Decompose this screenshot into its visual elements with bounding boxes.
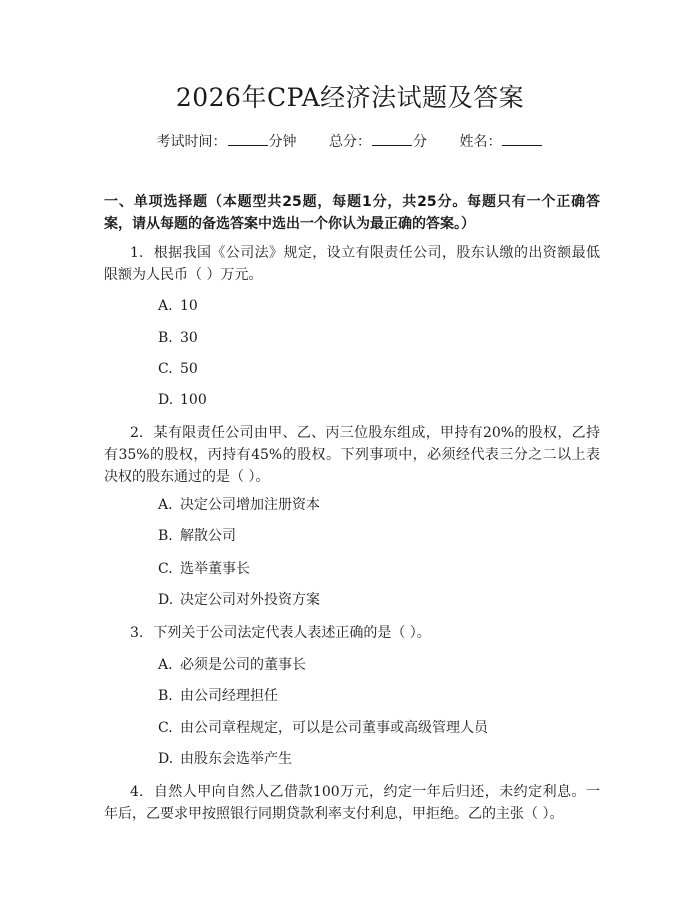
question-2-option-b (158, 526, 236, 546)
question-3-option-d (158, 749, 292, 769)
question-text: 某有限责任公司由甲、乙、丙三位股东组成，甲持有20%的股权，乙持有35%的股权，丙持有45%的股权。下列事项中，必须经代表三分之二以上表决权的股东通过的是（ ）。 (104, 425, 600, 485)
option-letter: A. (158, 298, 173, 314)
option-text: 选举董事长 (180, 561, 250, 577)
option-letter: B. (158, 528, 173, 544)
question-1 (104, 242, 600, 286)
question-number: 1. (130, 245, 144, 261)
option-text: 30 (180, 330, 198, 346)
option-text: 由公司章程规定，可以是公司董事或高级管理人员 (180, 720, 488, 736)
option-text: 由股东会选举产生 (180, 751, 292, 767)
question-3 (104, 622, 600, 644)
option-letter: D. (158, 592, 174, 608)
question-3-option-a (158, 655, 306, 675)
exam-time-label: 考试时间： (156, 134, 227, 150)
option-letter: B. (158, 688, 173, 704)
question-3-option-c (158, 718, 488, 738)
option-text: 解散公司 (180, 528, 236, 544)
exam-time-unit: 分钟 (268, 134, 297, 150)
option-letter: B. (158, 330, 173, 346)
option-text: 100 (180, 392, 207, 408)
question-2 (104, 422, 600, 488)
section-heading: 一、单项选择题（本题型共25题，每题1分，共25分。每题只有一个正确答案，请从每题的备选答案中选出一个你认为最正确的答案。） (104, 194, 600, 232)
question-3-option-b (158, 686, 278, 706)
exam-time-blank (228, 131, 268, 146)
name-field (459, 131, 543, 152)
name-label: 姓名： (459, 134, 502, 150)
question-1-option-d (158, 390, 207, 410)
total-score-unit: 分 (413, 134, 427, 150)
exam-time-field (157, 131, 297, 152)
question-text: 下列关于公司法定代表人表述正确的是（ ）。 (153, 625, 431, 641)
option-letter: A. (158, 657, 173, 673)
question-1-option-c (158, 359, 198, 379)
name-blank (502, 131, 542, 146)
option-text: 10 (180, 298, 198, 314)
page-title: 2026年CPA经济法试题及答案 (175, 83, 525, 112)
question-2-option-a (158, 495, 320, 515)
question-number: 4. (130, 784, 144, 800)
question-text: 自然人甲向自然人乙借款100万元，约定一年后归还，未约定利息。一年后，乙要求甲按照银行同期贷款利率支付利息，甲拒绝。乙的主张（ ）。 (104, 784, 600, 822)
option-text: 决定公司增加注册资本 (180, 497, 320, 513)
exam-info-line (0, 131, 700, 152)
question-1-option-b (158, 328, 198, 348)
option-text: 决定公司对外投资方案 (180, 592, 320, 608)
total-score-field (329, 131, 427, 152)
question-2-option-c (158, 559, 250, 579)
option-text: 由公司经理担任 (180, 688, 278, 704)
question-text: 根据我国《公司法》规定，设立有限责任公司，股东认缴的出资额最低限额为人民币（ ）万元。 (104, 245, 600, 283)
option-letter: C. (158, 361, 173, 377)
option-letter: C. (158, 561, 173, 577)
option-letter: A. (158, 497, 173, 513)
question-number: 2. (130, 425, 144, 441)
option-text: 50 (180, 361, 198, 377)
question-1-option-a (158, 296, 198, 316)
option-letter: C. (158, 720, 173, 736)
option-text: 必须是公司的董事长 (180, 657, 306, 673)
question-4 (104, 781, 600, 825)
total-score-blank (372, 131, 412, 146)
option-letter: D. (158, 392, 174, 408)
question-2-option-d (158, 590, 320, 610)
option-letter: D. (158, 751, 174, 767)
total-score-label: 总分： (329, 134, 371, 150)
question-number: 3. (130, 625, 144, 641)
